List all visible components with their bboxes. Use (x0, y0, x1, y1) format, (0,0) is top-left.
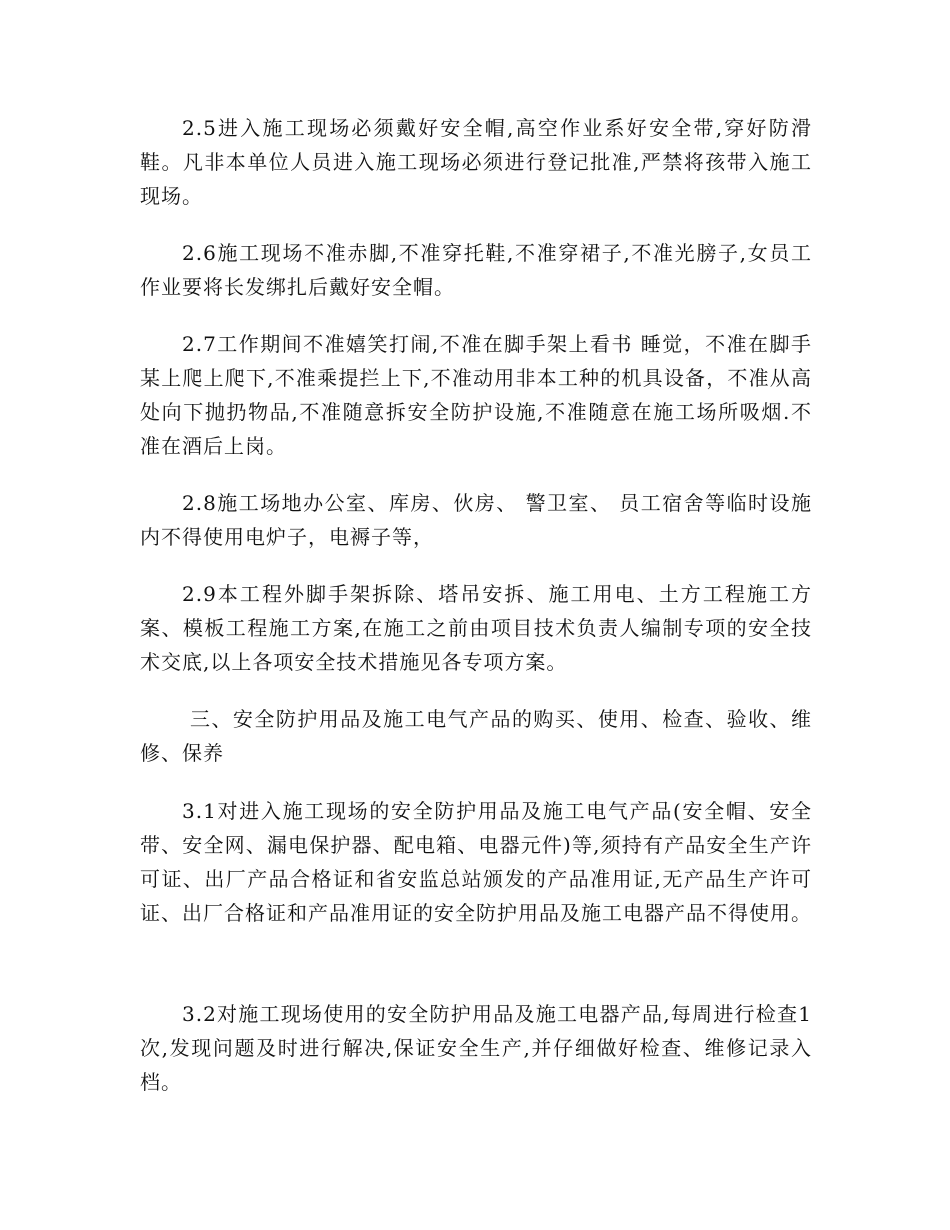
paragraph-2-5: 2.5进入施工现场必须戴好安全帽,高空作业系好安全带,穿好防滑鞋。凡非本单位人员进入施工现场必须进行登记批准,严禁将孩带入施工现场。 (140, 116, 812, 208)
paragraph-2-7: 2.7工作期间不准嬉笑打闹,不准在脚手架上看书 睡觉，不准在脚手某上爬上爬下,不准乘提拦上下,不准动用非本工种的机具设备，不准从高处向下抛扔物品,不准随意拆安全防护设施,不准随意在施工场所吸烟.不准在酒后上岗。 (140, 332, 812, 458)
section-heading-3: 三、安全防护用品及施工电气产品的购买、使用、检查、验收、维修、保养 (140, 707, 812, 765)
paragraph-2-9: 2.9本工程外脚手架拆除、塔吊安拆、施工用电、土方工程施工方案、模板工程施工方案,在施工之前由项目技术负责人编制专项的安全技术交底,以上各项安全技术措施见各专项方案。 (140, 582, 812, 674)
paragraph-3-1: 3.1对进入施工现场的安全防护用品及施工电气产品(安全帽、安全带、安全网、漏电保护器、配电箱、电器元件)等,须持有产品安全生产许可证、出厂产品合格证和省安监总站颁发的产品准用证,无产品生产许可证、出厂合格证和产品准用证的安全防护用品及施工电器产品不得使用。 (140, 799, 812, 925)
paragraph-2-6: 2.6施工现场不准赤脚,不准穿托鞋,不准穿裙子,不准光膀子,女员工作业要将长发绑扎后戴好安全帽。 (140, 241, 812, 299)
paragraph-2-8: 2.8施工场地办公室、库房、伙房、 警卫室、 员工宿舍等临时设施内不得使用电炉子，电褥子等， (140, 491, 812, 549)
paragraph-3-2: 3.2对施工现场使用的安全防护用品及施工电器产品,每周进行检查1次,发现问题及时进行解决,保证安全生产,并仔细做好检查、维修记录入档。 (140, 1002, 812, 1094)
